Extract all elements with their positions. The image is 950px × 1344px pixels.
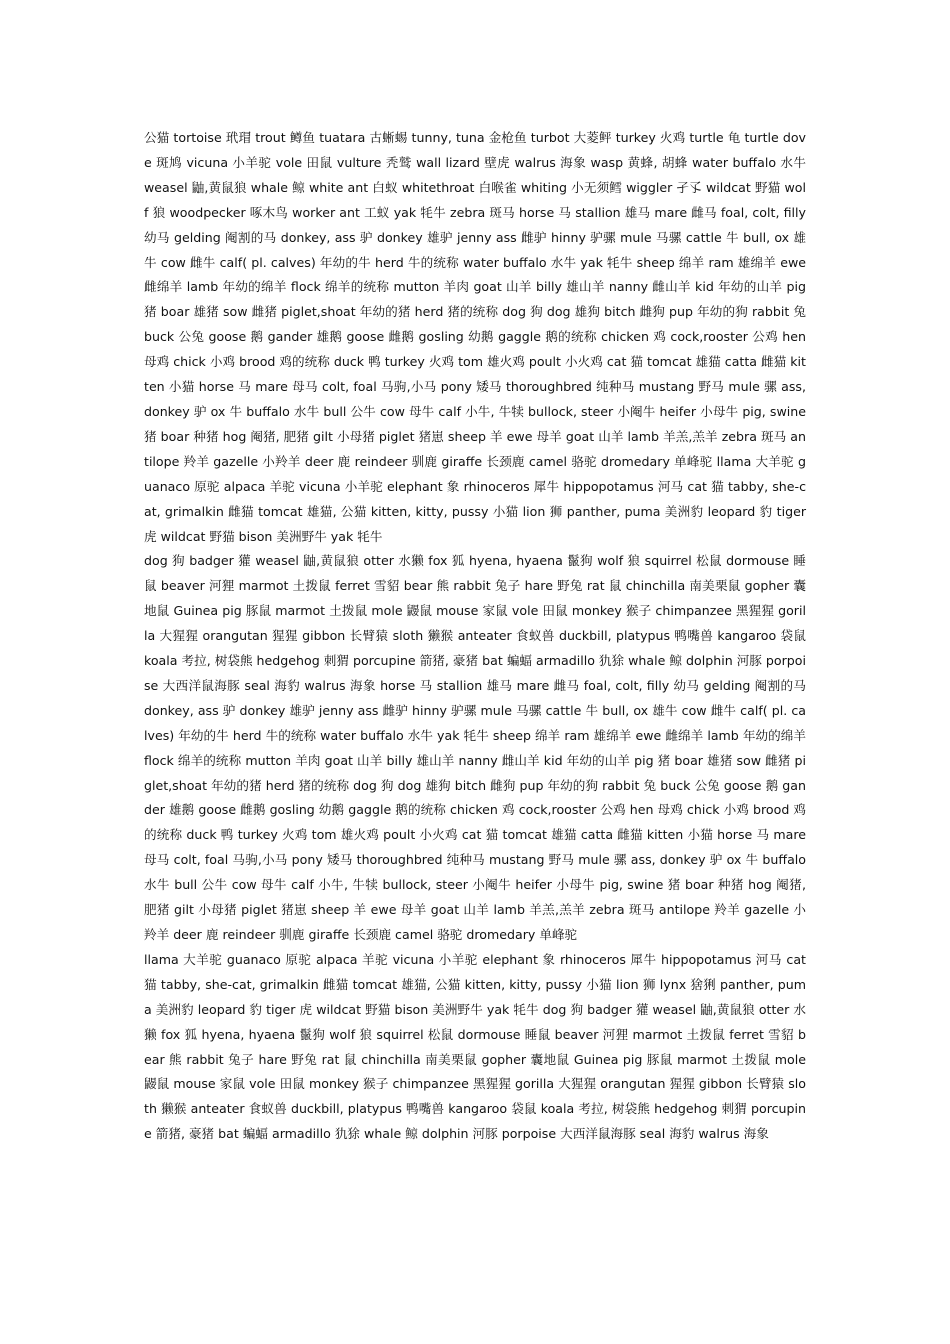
paragraph-3: llama 大羊驼 guanaco 原驼 alpaca 羊驼 vicuna 小羊驼 elephant 象 rhinoceros 犀牛 hippopotamus 河马 cat 猫 tabby, she-cat, grimalkin 雌猫 tomcat 雄猫, 公猫 kitten, kitty, pussy 小猫 lion 狮 lynx 猞猁 panther, puma 美洲豹 leopard 豹 tiger 虎 wildcat 野猫 bison 美洲野牛 yak 牦牛 dog 狗 badger 獾 weasel 鼬,黄鼠狼 otter 水獭 fox 狐 hyena, hyaena 鬣狗 wolf 狼 squirrel 松鼠 dormouse 睡鼠 beaver 河狸 marmot 土拨鼠 ferret 雪貂 bear 熊 rabbit 兔子 hare 野兔 rat 鼠 chinchilla 南美栗鼠 gopher 囊地鼠 Guinea pig 豚鼠 marmot 土拨鼠 mole 鼹鼠 mouse 家鼠 vole 田鼠 monkey 猴子 chimpanzee 黑猩猩 gorilla 大猩猩 orangutan 猩猩 gibbon 长臂猿 sloth 獭猴 anteater 食蚁兽 duckbill, platypus 鸭嘴兽 kangaroo 袋鼠 koala 考拉, 树袋熊 hedgehog 刺猬 porcupine 箭猪, 豪猪 bat 蝙蝠 armadillo 犰狳 whale 鲸 dolphin 河豚 porpoise 大西洋鼠海豚 seal 海豹 walrus 海象: [144, 951, 806, 1142]
paragraph-2: dog 狗 badger 獾 weasel 鼬,黄鼠狼 otter 水獭 fox 狐 hyena, hyaena 鬣狗 wolf 狼 squirrel 松鼠 dormouse 睡鼠 beaver 河狸 marmot 土拨鼠 ferret 雪貂 bear 熊 rabbit 兔子 hare 野兔 rat 鼠 chinchilla 南美栗鼠 gopher 囊地鼠 Guinea pig 豚鼠 marmot 土拨鼠 mole 鼹鼠 mouse 家鼠 vole 田鼠 monkey 猴子 chimpanzee 黑猩猩 gorilla 大猩猩 orangutan 猩猩 gibbon 长臂猿 sloth 獭猴 anteater 食蚁兽 duckbill, platypus 鸭嘴兽 kangaroo 袋鼠 koala 考拉, 树袋熊 hedgehog 刺猬 porcupine 箭猪, 豪猪 bat 蝙蝠 armadillo 犰狳 whale 鲸 dolphin 河豚 porpoise 大西洋鼠海豚 seal 海豹 walrus 海象 horse 马 stallion 雄马 mare 雌马 foal, colt, filly 幼马 gelding 阉割的马 donkey, ass 驴 donkey 雄驴 jenny ass 雌驴 hinny 驴骡 mule 马骡 cattle 牛 bull, ox 雄牛 cow 雌牛 calf( pl. calves) 年幼的牛 herd 牛的统称 water buffalo 水牛 yak 牦牛 sheep 绵羊 ram 雄绵羊 ewe 雌绵羊 lamb 年幼的绵羊 flock 绵羊的统称 mutton 羊肉 goat 山羊 billy 雄山羊 nanny 雌山羊 kid 年幼的山羊 pig 猪 boar 雄猪 sow 雌猪 piglet,shoat 年幼的猪 herd 猪的统称 dog 狗 dog 雄狗 bitch 雌狗 pup 年幼的狗 rabbit 兔 buck 公兔 goose 鹅 gander 雄鹅 goose 雌鹅 gosling 幼鹅 gaggle 鹅的统称 chicken 鸡 cock,rooster 公鸡 hen 母鸡 chick 小鸡 brood 鸡的统称 duck 鸭 turkey 火鸡 tom 雄火鸡 poult 小火鸡 cat 猫 tomcat 雄猫 catta 雌猫 kitten 小猫 horse 马 mare 母马 colt, foal 马驹,小马 pony 矮马 thoroughbred 纯种马 mustang 野马 mule 骡 ass, donkey 驴 ox 牛 buffalo 水牛 bull 公牛 cow 母牛 calf 小牛, 牛犊 bullock, steer 小阉牛 heifer 小母牛 pig, swine 猪 boar 种猪 hog 阉猪, 肥猪 gilt 小母猪 piglet 猪崽 sheep 羊 ewe 母羊 goat 山羊 lamb 羊羔,羔羊 zebra 斑马 antilope 羚羊 gazelle 小羚羊 deer 鹿 reindeer 驯鹿 giraffe 长颈鹿 camel 骆驼 dromedary 单峰驼: [144, 553, 806, 942]
paragraph-1: 公猫 tortoise 玳瑁 trout 鳟鱼 tuatara 古蜥蜴 tunny, tuna 金枪鱼 turbot 大菱鲆 turkey 火鸡 turtle 龟 turtle dove 斑鸠 vicuna 小羊驼 vole 田鼠 vulture 秃鹫 wall lizard 壁虎 walrus 海象 wasp 黄蜂, 胡蜂 water buffalo 水牛 weasel 鼬,黄鼠狼 whale 鲸 white ant 白蚁 whitethroat 白喉雀 whiting 小无须鳕 wiggler 孑孓 wildcat 野猫 wolf 狼 woodpecker 啄木鸟 worker ant 工蚁 yak 牦牛 zebra 斑马 horse 马 stallion 雄马 mare 雌马 foal, colt, filly 幼马 gelding 阉割的马 donkey, ass 驴 donkey 雄驴 jenny ass 雌驴 hinny 驴骡 mule 马骡 cattle 牛 bull, ox 雄牛 cow 雌牛 calf( pl. calves) 年幼的牛 herd 牛的统称 water buffalo 水牛 yak 牦牛 sheep 绵羊 ram 雄绵羊 ewe 雌绵羊 lamb 年幼的绵羊 flock 绵羊的统称 mutton 羊肉 goat 山羊 billy 雄山羊 nanny 雌山羊 kid 年幼的山羊 pig 猪 boar 雄猪 sow 雌猪 piglet,shoat 年幼的猪 herd 猪的统称 dog 狗 dog 雄狗 bitch 雌狗 pup 年幼的狗 rabbit 兔 buck 公兔 goose 鹅 gander 雄鹅 goose 雌鹅 gosling 幼鹅 gaggle 鹅的统称 chicken 鸡 cock,rooster 公鸡 hen 母鸡 chick 小鸡 brood 鸡的统称 duck 鸭 turkey 火鸡 tom 雄火鸡 poult 小火鸡 cat 猫 tomcat 雄猫 catta 雌猫 kitten 小猫 horse 马 mare 母马 colt, foal 马驹,小马 pony 矮马 thoroughbred 纯种马 mustang 野马 mule 骡 ass, donkey 驴 ox 牛 buffalo 水牛 bull 公牛 cow 母牛 calf 小牛, 牛犊 bullock, steer 小阉牛 heifer 小母牛 pig, swine 猪 boar 种猪 hog 阉猪, 肥猪 gilt 小母猪 piglet 猪崽 sheep 羊 ewe 母羊 goat 山羊 lamb 羊羔,羔羊 zebra 斑马 antilope 羚羊 gazelle 小羚羊 deer 鹿 reindeer 驯鹿 giraffe 长颈鹿 camel 骆驼 dromedary 单峰驼 llama 大羊驼 guanaco 原驼 alpaca 羊驼 vicuna 小羊驼 elephant 象 rhinoceros 犀牛 hippopotamus 河马 cat 猫 tabby, she-cat, grimalkin 雌猫 tomcat 雄猫, 公猫 kitten, kitty, pussy 小猫 lion 狮 panther, puma 美洲豹 leopard 豹 tiger 虎 wildcat 野猫 bison 美洲野牛 yak 牦牛: [144, 130, 806, 544]
document-body: [144, 126, 806, 1147]
